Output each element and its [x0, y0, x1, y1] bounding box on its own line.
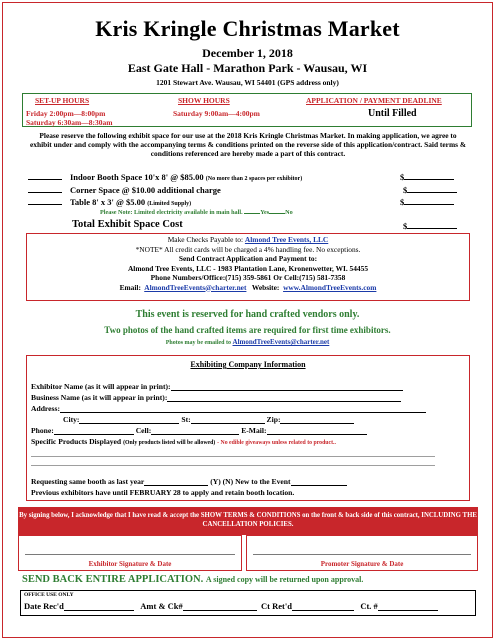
products-row: Specific Products Displayed (Only products listed will be allowed) - No edible giveaways unless related to product.. — [31, 437, 336, 446]
website-link[interactable]: www.AlmondTreeEvents.com — [283, 282, 377, 292]
credit-card-note: *NOTE* All credit cards will be charged a 4% handling fee. No exceptions. — [135, 244, 361, 254]
total-cost-label: Total Exhibit Space Cost — [72, 219, 183, 230]
exhibitor-info-box — [26, 355, 470, 501]
indoor-amount[interactable]: $ — [400, 172, 454, 182]
new-to-event-field[interactable] — [291, 477, 347, 486]
phone-field[interactable] — [54, 426, 134, 435]
show-hours-header: SHOW HOURS — [178, 96, 230, 105]
ct-retd-field[interactable] — [292, 602, 354, 611]
cell-field[interactable] — [151, 426, 239, 435]
payee-name: Almond Tree Events, LLC — [244, 235, 329, 244]
send-back-notice: SEND BACK ENTIRE APPLICATION. A signed copy will be returned upon approval. — [22, 574, 364, 585]
table-amount[interactable]: $ — [400, 197, 454, 207]
payable-line: Make Checks Payable to: Almond Tree Events, LLC — [167, 235, 329, 244]
business-name-row: Business Name (as it will appear in print): — [31, 393, 401, 402]
setup-friday: Friday 2:00pm—8:00pm — [26, 109, 106, 118]
address-field[interactable] — [60, 404, 426, 413]
photos-notice: Two photos of the hand crafted items are required for first time exhibitors. — [104, 325, 391, 335]
payment-box — [26, 233, 470, 301]
no-field[interactable] — [269, 213, 285, 214]
exhibitor-signature-label: Exhibitor Signature & Date — [88, 560, 172, 568]
exhibitor-signature-box[interactable] — [18, 535, 242, 571]
photos-email-link[interactable]: AlmondTreeEvents@charter.net — [232, 338, 330, 346]
same-booth-row: Requesting same booth as last year (Y) (N) New to the Event — [31, 477, 347, 486]
hours-box — [22, 93, 472, 127]
date-recd-field[interactable] — [64, 602, 134, 611]
office-use-label: OFFICE USE ONLY — [24, 592, 74, 598]
state-field[interactable] — [191, 415, 265, 424]
setup-saturday: Saturday 6:30am—8:30am — [26, 118, 113, 127]
zip-field[interactable] — [280, 415, 354, 424]
phone-numbers: Phone Numbers/Office:(715) 359-5861 Or Cell:(715) 581-7358 — [150, 273, 346, 282]
event-address: 1201 Stewart Ave. Wausau, WI 54401 (GPS address only) — [156, 78, 339, 87]
promoter-signature-box[interactable] — [246, 535, 478, 571]
deadline-header: APPLICATION / PAYMENT DEADLINE — [306, 96, 442, 105]
same-booth-field[interactable] — [144, 477, 208, 486]
previous-exhibitors-note: Previous exhibitors have until FEBRUARY 28 to apply and retain booth location. — [31, 488, 295, 497]
handcrafted-notice: This event is reserved for hand crafted vendors only. — [135, 309, 360, 320]
corner-space-row: Corner Space @ $10.00 additional charge — [28, 185, 221, 195]
products-line-1[interactable] — [31, 456, 435, 457]
office-use-row: Date Rec'd Amt & Ck# Ct Ret'd Ct. # — [24, 601, 438, 611]
products-line-2[interactable] — [31, 465, 435, 466]
show-saturday: Saturday 9:00am—4:00pm — [173, 109, 260, 118]
corner-qty-field[interactable] — [28, 192, 62, 193]
address-row: Address: — [31, 404, 426, 413]
event-date: December 1, 2018 — [202, 46, 293, 60]
mailing-address: Almond Tree Events, LLC - 1983 Plantation Lane, Kronenwetter, WI. 54455 — [127, 263, 369, 273]
city-row: City: St: Zip: — [63, 415, 354, 424]
deadline-status: Until Filled — [368, 108, 417, 119]
contact-line: Email: AlmondTreeEvents@charter.net Website: www.AlmondTreeEvents.com — [119, 282, 377, 292]
exhibitor-name-row: Exhibitor Name (as it will appear in print): — [31, 382, 403, 391]
table-qty-field[interactable] — [28, 204, 62, 205]
promoter-signature-label: Promoter Signature & Date — [320, 560, 404, 568]
electricity-note: Please Note: Limited electricity available in main hall. Yes No — [100, 209, 293, 216]
indoor-booth-row: Indoor Booth Space 10'x 8' @ $85.00 (No more than 2 spaces per exhibitor) — [28, 172, 302, 182]
send-to-heading: Send Contract Application and Payment to: — [178, 254, 318, 263]
email-field[interactable] — [267, 426, 367, 435]
city-field[interactable] — [79, 415, 179, 424]
intro-text: Please reserve the following exhibit space for our use at the 2018 Kris Kringle Christmas Market. In making application, we agree to exhibit under and comply with the accompanying terms & conditions printed on the reverse side of this application/contract. Said terms & conditions referenced are hereby made a part of this contract. — [30, 131, 466, 159]
signature-banner: By signing below, I acknowledge that I have read & accept the SHOW TERMS & CONDITIONS on the front & back side of this contract, INCLUDING THE CANCELLATION POLICIES. — [18, 507, 478, 535]
ct-number-field[interactable] — [378, 602, 438, 611]
yes-field[interactable] — [244, 213, 260, 214]
exhibitor-name-field[interactable] — [171, 382, 403, 391]
event-venue: East Gate Hall - Marathon Park - Wausau, WI — [127, 61, 368, 75]
business-name-field[interactable] — [167, 393, 401, 402]
amount-check-field[interactable] — [183, 602, 257, 611]
exhibitor-info-heading: Exhibiting Company Information — [190, 360, 306, 369]
table-row: Table 8' x 3' @ $5.00 (Limited Supply) — [28, 197, 191, 207]
photos-email-note: Photos may be emailed to AlmondTreeEvents@charter.net — [165, 338, 330, 346]
phone-row: Phone: Cell: E-Mail: — [31, 426, 367, 435]
office-use-box — [20, 590, 476, 616]
email-link[interactable]: AlmondTreeEvents@charter.net — [144, 282, 247, 292]
indoor-qty-field[interactable] — [28, 179, 62, 180]
setup-hours-header: SET-UP HOURS — [35, 96, 90, 105]
total-amount[interactable]: $ — [403, 221, 457, 231]
page-title: Kris Kringle Christmas Market — [95, 16, 400, 41]
corner-amount[interactable]: $ — [403, 185, 457, 195]
